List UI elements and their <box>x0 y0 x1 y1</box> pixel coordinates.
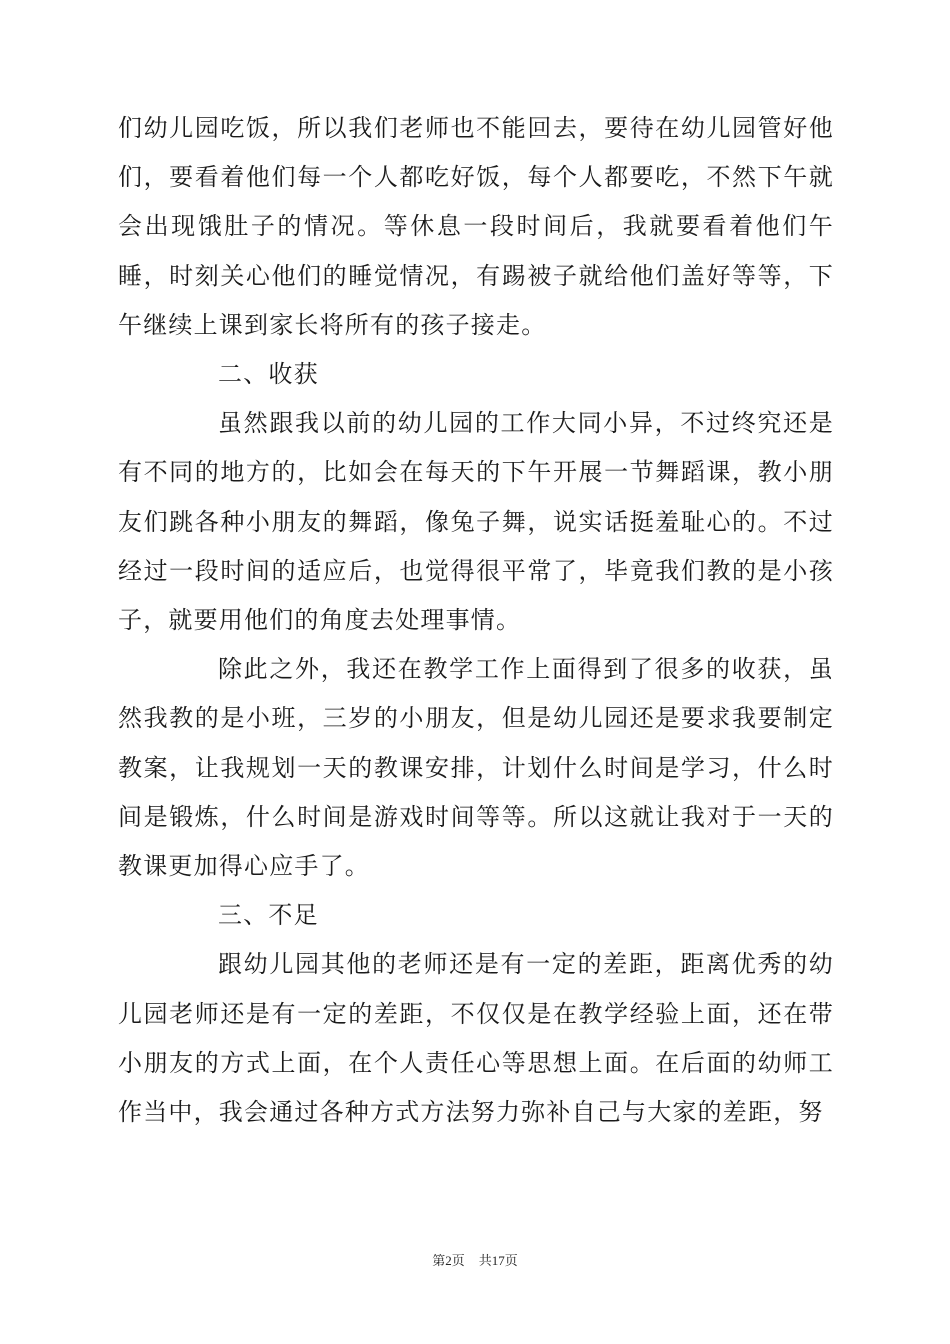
page-total: 共17页 <box>478 1253 518 1268</box>
document-body <box>118 104 834 1137</box>
paragraph-harvest-1: 虽然跟我以前的幼儿园的工作大同小异，不过终究还是有不同的地方的，比如会在每天的下午开展一节舞蹈课，教小朋友们跳各种小朋友的舞蹈，像兔子舞，说实话挺羞耻心的。不过经过一段时间的适应后，也觉得很平常了，毕竟我们教的是小孩子，就要用他们的角度去处理事情。 <box>118 409 834 635</box>
section-heading-shortcomings: 三、不足 <box>218 901 319 930</box>
section-heading-harvest: 二、收获 <box>218 360 319 389</box>
page-number: 第2页 <box>432 1253 465 1268</box>
paragraph-continued: 们幼儿园吃饭，所以我们老师也不能回去，要待在幼儿园管好他们，要看着他们每一个人都吃好饭，每个人都要吃，不然下午就会出现饿肚子的情况。等休息一段时间后，我就要看着他们午睡，时刻关心他们的睡觉情况，有踢被子就给他们盖好等等，下午继续上课到家长将所有的孩子接走。 <box>118 114 834 339</box>
page-footer <box>0 1250 950 1269</box>
paragraph-shortcomings: 跟幼儿园其他的老师还是有一定的差距，距离优秀的幼儿园老师还是有一定的差距，不仅仅是在教学经验上面，还在带小朋友的方式上面，在个人责任心等思想上面。在后面的幼师工作当中，我会通过各种方式方法努力弥补自己与大家的差距，努 <box>118 950 834 1127</box>
paragraph-harvest-2: 除此之外，我还在教学工作上面得到了很多的收获，虽然我教的是小班，三岁的小朋友，但是幼儿园还是要求我要制定教案，让我规划一天的教课安排，计划什么时间是学习，什么时间是锻炼，什么时间是游戏时间等等。所以这就让我对于一天的教课更加得心应手了。 <box>118 655 834 881</box>
